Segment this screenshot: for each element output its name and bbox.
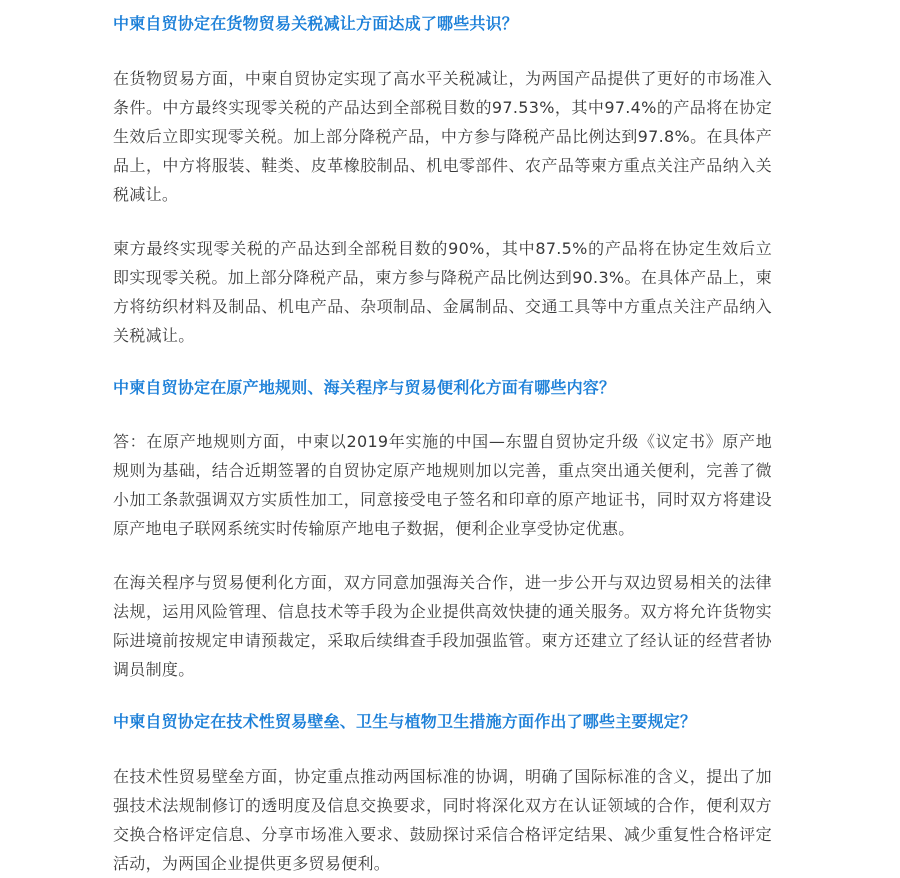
paragraph-technical-barriers: 在技术性贸易壁垒方面，协定重点推动两国标准的协调，明确了国际标准的含义，提出了加强技术法规制修订的透明度及信息交换要求，同时将深化双方在认证领域的合作，便利双方交换合格评定信息、分享市场准入要求、鼓励探讨采信合格评定结果、减少重复性合格评定活动，为两国企业提供更多贸易便利。 [113, 767, 772, 873]
section-heading-origin-customs: 中柬自贸协定在原产地规则、海关程序与贸易便利化方面有哪些内容？ [113, 378, 616, 397]
section-heading-tbt-sps: 中柬自贸协定在技术性贸易壁垒、卫生与植物卫生措施方面作出了哪些主要规定？ [113, 712, 697, 731]
section-heading-tariff: 中柬自贸协定在货物贸易关税减让方面达成了哪些共识？ [113, 14, 519, 33]
paragraph-cambodia-tariff: 柬方最终实现零关税的产品达到全部税目数的90%，其中87.5%的产品将在协定生效后立即实现零关税。加上部分降税产品，柬方参与降税产品比例达到90.3%。在具体产品上，柬方将纺织材料及制品、机电产品、杂项制品、金属制品、交通工具等中方重点关注产品纳入关税减让。 [113, 239, 772, 345]
paragraph-china-tariff: 在货物贸易方面，中柬自贸协定实现了高水平关税减让，为两国产品提供了更好的市场准入条件。中方最终实现零关税的产品达到全部税目数的97.53%，其中97.4%的产品将在协定生效后立即实现零关税。加上部分降税产品，中方参与降税产品比例达到97.8%。在具体产品上，中方将服装、鞋类、皮革橡胶制品、机电零部件、农产品等柬方重点关注产品纳入关税减让。 [113, 69, 772, 204]
paragraph-customs-facilitation: 在海关程序与贸易便利化方面，双方同意加强海关合作，进一步公开与双边贸易相关的法律法规，运用风险管理、信息技术等手段为企业提供高效快捷的通关服务。双方将允许货物实际进境前按规定申请预裁定，采取后续缉查手段加强监管。柬方还建立了经认证的经营者协调员制度。 [113, 573, 772, 679]
paragraph-rules-of-origin: 答：在原产地规则方面，中柬以2019年实施的中国—东盟自贸协定升级《议定书》原产地规则为基础，结合近期签署的自贸协定原产地规则加以完善，重点突出通关便利，完善了微小加工条款强调双方实质性加工，同意接受电子签名和印章的原产地证书，同时双方将建设原产地电子联网系统实时传输原产地电子数据，便利企业享受协定优惠。 [113, 432, 772, 538]
